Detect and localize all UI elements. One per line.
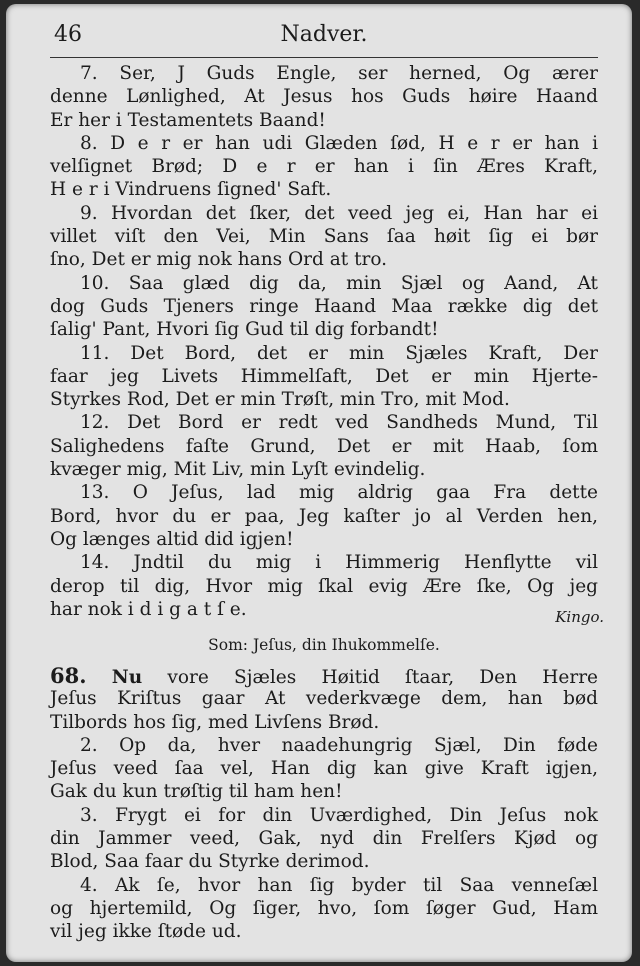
verse [50, 202, 598, 272]
verse-line: 14. Jndtil du mig i Himmerig Henflytte vil [80, 552, 598, 574]
verse [50, 272, 598, 342]
hymn-line: Tilbords hos ſig, med Livſens Brød. [50, 711, 380, 733]
verse-line: vil jeg ikke ſtøde ud. [50, 921, 242, 943]
verse-line: denne Lønlighed, At Jesus hos Guds høire Haand [50, 86, 598, 108]
verse-line: Gak du kun trøſtig til ham hen! [50, 781, 343, 803]
verse-line: Blod, Saa faar du Styrke derimod. [50, 851, 370, 873]
verse [50, 342, 598, 412]
verse-line: Bord, hvor du er paa, Jeg kaſter jo al Verden hen, [50, 505, 598, 527]
verse-line: Og længes altid did igjen! [50, 528, 294, 550]
verse-line: Jeſus veed ſaa vel, Han dig kan give Kraft igjen, [50, 758, 598, 780]
author-attribution: Kingo. [555, 608, 604, 626]
verse-line: ſno, Det er mig nok hans Ord at tro. [50, 249, 388, 271]
verse [50, 411, 598, 481]
hymn-first-line-rest: vore Sjæles Høitid ſtaar, Den Herre [167, 667, 598, 688]
verse-line: 11. Det Bord, det er min Sjæles Kraft, Der [80, 342, 598, 364]
hymn-first-word: Nu [111, 667, 143, 688]
verse-line: og hjertemild, Og ſiger, hvo, ſom ſøger Gud, Ham [50, 897, 598, 919]
verse-line: 13. O Jeſus, lad mig aldrig gaa Fra dette [80, 482, 598, 504]
verse-line: 12. Det Bord er redt ved Sandheds Mund, Til [80, 412, 598, 434]
verse [50, 481, 598, 551]
verse-line: ſalig' Pant, Hvori ſig Gud til dig forbandt! [50, 319, 439, 341]
verse-line: 3. Frygt ei for din Uværdighed, Din Jeſus nok [80, 804, 598, 826]
verse-line: Er her i Testamentets Baand! [50, 109, 326, 131]
verse-line: H e r i Vindruens ſigned' Saft. [50, 179, 332, 201]
hymn-first-line [50, 664, 598, 687]
page-header [50, 22, 598, 52]
verse-line: faar jeg Livets Himmelſaft, Det er min Hjerte- [50, 365, 598, 387]
verse-line: din Jammer veed, Gak, nyd din Frelſers Kjød og [50, 828, 598, 850]
verse-line: villet viſt den Vei, Min Sans ſaa høit ſig ei bør [50, 226, 598, 248]
verses-section [50, 62, 598, 621]
hymnal-page [6, 4, 632, 962]
verse [50, 551, 598, 621]
verse [50, 874, 598, 944]
hymn-number: 68. [50, 663, 87, 688]
verse-line: dog Guds Tjeners ringe Haand Maa række dig det [50, 295, 598, 317]
verse [50, 734, 598, 804]
verse-line: Salighedens faſte Grund, Det er mit Haab, ſom [50, 435, 598, 457]
verse-line: 7. Ser, J Guds Engle, ser herned, Og ærer [80, 63, 598, 84]
header-rule [50, 57, 598, 58]
verse-line: har nok i d i g a t ſ e. [50, 598, 247, 620]
verse-line: 8. D e r er han udi Glæden ſød, H e r er han i [80, 132, 598, 154]
running-title: Nadver. [280, 22, 368, 47]
verse-line: 10. Saa glæd dig da, min Sjæl og Aand, At [80, 272, 598, 294]
melody-line: Som: Jeſus, din Ihukommelſe. [208, 636, 440, 654]
hymn-verses [50, 734, 598, 944]
verse-line: 4. Ak ſe, hvor han ſig byder til Saa venneſæl [80, 874, 598, 896]
verse-line: 9. Hvordan det ſker, det veed jeg ei, Han har ei [80, 202, 598, 224]
verse [50, 62, 598, 132]
page-number: 46 [54, 22, 82, 47]
hymn-68 [50, 664, 598, 944]
verse-line: 2. Op da, hver naadehungrig Sjæl, Din føde [80, 734, 598, 756]
verse-line: kvæger mig, Mit Liv, min Lyſt evindelig. [50, 459, 426, 481]
verse [50, 804, 598, 874]
verse-line: velſignet Brød; D e r er han i ſin Æres Kraft, [50, 156, 598, 178]
hymn-line: Jeſus Kriſtus gaar At vederkvæge dem, han bød [50, 688, 598, 710]
verse-line: Styrkes Rod, Det er min Trøſt, min Tro, mit Mod. [50, 389, 510, 411]
verse-line: derop til dig, Hvor mig ſkal evig Ære ſke, Og jeg [50, 575, 598, 597]
verse [50, 132, 598, 202]
